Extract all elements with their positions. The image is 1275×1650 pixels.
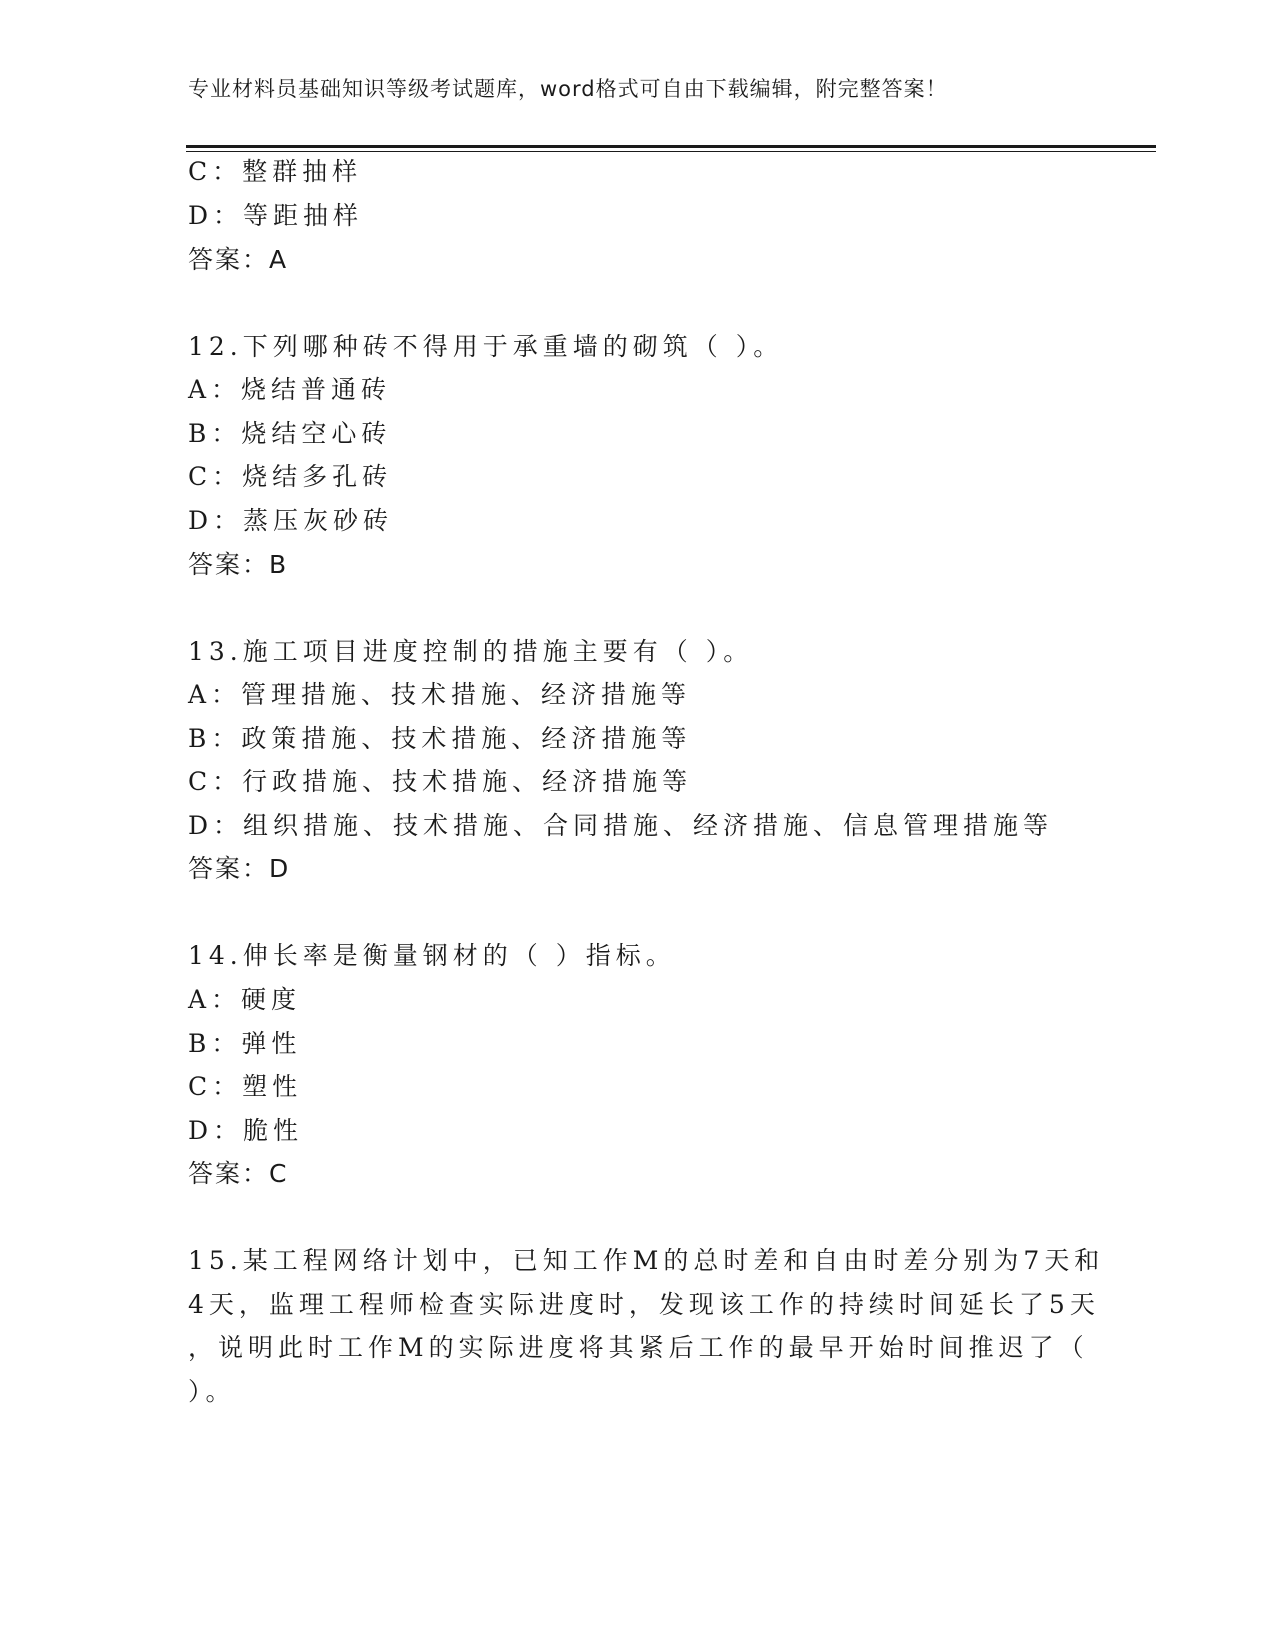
answer-label: 答案： (188, 245, 270, 274)
q14-question: 14.伸长率是衡量钢材的（ ）指标。 (188, 941, 676, 970)
header-divider-thin (186, 151, 1156, 152)
q13-answer (188, 853, 289, 885)
answer-value: A (269, 245, 288, 274)
q15-question-line-4: ）。 (188, 1377, 236, 1406)
q13-option-c: C：行政措施、技术措施、经济措施等 (188, 767, 693, 796)
q12-answer (188, 549, 287, 581)
q14-option-c: C：塑性 (188, 1072, 303, 1101)
q12-question: 12.下列哪种砖不得用于承重墙的砌筑（ ）。 (188, 332, 784, 361)
q12-option-d: D：蒸压灰砂砖 (188, 506, 394, 535)
header-divider-thick (186, 145, 1156, 148)
q12-option-a: A：烧结普通砖 (188, 375, 392, 404)
answer-value: C (269, 1159, 288, 1188)
answer-label: 答案： (188, 550, 270, 579)
answer-value: D (269, 854, 290, 883)
q11-answer (188, 244, 287, 276)
q13-option-d: D：组织措施、技术措施、合同措施、经济措施、信息管理措施等 (188, 811, 1054, 840)
q12-option-c: C：烧结多孔砖 (188, 462, 393, 491)
page-header: 专业材料员基础知识等级考试题库，word格式可自由下载编辑，附完整答案！ (188, 77, 948, 101)
q11-option-d: D：等距抽样 (188, 201, 364, 230)
q14-option-d: D：脆性 (188, 1116, 304, 1145)
answer-label: 答案： (188, 854, 270, 883)
answer-value: B (269, 550, 288, 579)
q13-option-a: A：管理措施、技术措施、经济措施等 (188, 680, 692, 709)
q11-option-c: C：整群抽样 (188, 157, 363, 186)
answer-label: 答案： (188, 1159, 270, 1188)
q12-option-b: B：烧结空心砖 (188, 419, 392, 448)
q15-question-line-1: 15.某工程网络计划中，已知工作M的总时差和自由时差分别为7天和 (188, 1246, 1105, 1275)
q14-answer (188, 1158, 287, 1190)
q13-question: 13.施工项目进度控制的措施主要有（ ）。 (188, 637, 754, 666)
q14-option-b: B：弹性 (188, 1029, 302, 1058)
q15-question-line-3: ，说明此时工作M的实际进度将其紧后工作的最早开始时间推迟了（ (188, 1333, 1089, 1362)
q14-option-a: A：硬度 (188, 985, 302, 1014)
q15-question-line-2: 4天，监理工程师检查实际进度时，发现该工作的持续时间延长了5天 (188, 1290, 1100, 1319)
q13-option-b: B：政策措施、技术措施、经济措施等 (188, 724, 692, 753)
